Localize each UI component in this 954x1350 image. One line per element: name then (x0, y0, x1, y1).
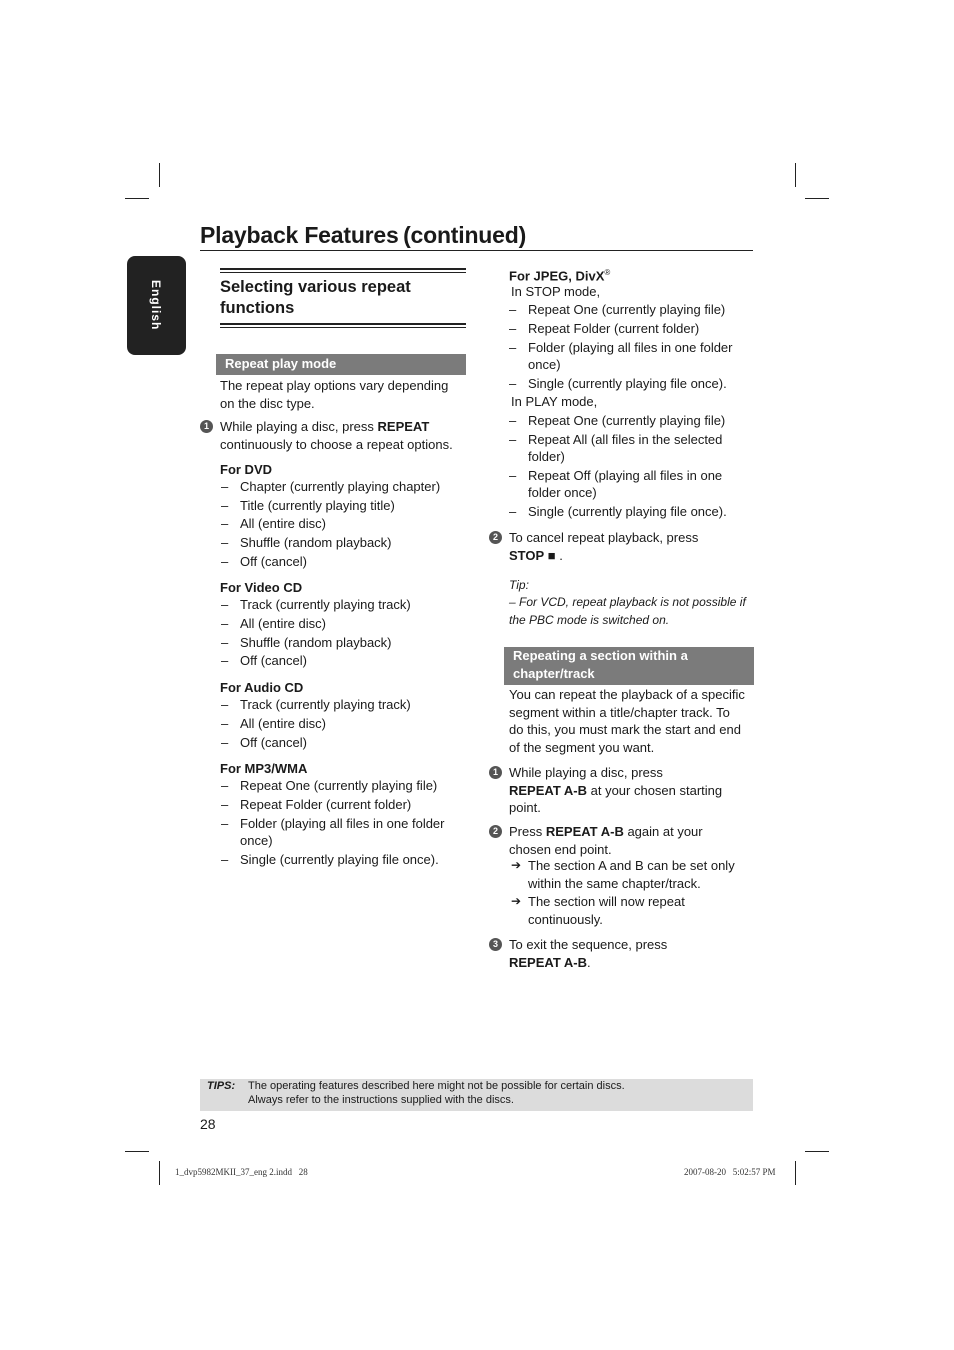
footer-file: 1_dvp5982MKII_37_eng 2.indd 28 (175, 1167, 308, 1177)
list-item: – All (entire disc) (221, 516, 326, 531)
list-item: – Off (cancel) (221, 735, 307, 750)
group-heading-dvd: For DVD (220, 462, 272, 477)
list-item: – Title (currently playing title) (221, 498, 395, 513)
footer-date: 2007-08-20 5:02:57 PM (684, 1167, 776, 1177)
ab-intro: You can repeat the playback of a specific segment within a title/chapter track. To do this, you must mark the start and end of the segment you want. (509, 687, 745, 755)
list-item: once) (528, 357, 561, 372)
crop-mark (795, 163, 796, 187)
continued-label: (continued) (403, 222, 527, 248)
tips-text: Always refer to the instructions supplied with the discs. (248, 1094, 514, 1106)
stop-icon: ■ (547, 547, 556, 563)
crop-mark (125, 198, 149, 199)
divider (220, 327, 466, 328)
crop-mark (805, 198, 829, 199)
step-text: While playing a disc, press REPEAT A-B at your chosen starting point. (509, 765, 723, 815)
section-title: Selecting various repeat functions (220, 278, 411, 317)
list-item: – Off (cancel) (221, 653, 307, 668)
page-number: 28 (200, 1116, 216, 1132)
list-item: – Repeat One (currently playing file) (509, 413, 726, 428)
intro-text: The repeat play options vary depending on the disc type. (220, 378, 449, 411)
arrow-icon: ➔ (511, 894, 522, 908)
crop-mark (159, 1161, 160, 1185)
group-heading-audio-cd: For Audio CD (220, 680, 304, 695)
list-item: – Repeat One (currently playing file) (509, 302, 726, 317)
list-item: – Repeat All (all files in the selected (509, 432, 723, 447)
result-text: The section will now repeat continuously. (528, 894, 685, 927)
list-item: – Shuffle (random playback) (221, 535, 392, 550)
list-item: – Single (currently playing file once). (221, 852, 439, 867)
list-item: – Folder (playing all files in one folder (509, 340, 733, 355)
page-header (200, 222, 753, 251)
list-item: – Track (currently playing track) (221, 697, 411, 712)
divider (220, 272, 466, 273)
list-item: – Single (currently playing file once). (509, 376, 727, 391)
mode-label: In STOP mode, (511, 284, 601, 299)
list-item: folder) (528, 449, 565, 464)
tip-label: Tip: (509, 578, 529, 592)
step-text: To exit the sequence, press REPEAT A-B. (509, 937, 668, 970)
divider (220, 323, 466, 325)
step-number: 2 (489, 531, 502, 544)
tips-label: TIPS: (207, 1080, 236, 1092)
list-item: – Repeat One (currently playing file) (221, 778, 438, 793)
group-heading-video-cd: For Video CD (220, 580, 303, 595)
tips-text: The operating features described here might not be possible for certain discs. (248, 1080, 625, 1092)
list-item: folder once) (528, 485, 597, 500)
step-number: 1 (489, 766, 502, 779)
list-item: – Shuffle (random playback) (221, 635, 392, 650)
list-item: – Folder (playing all files in one folder (221, 816, 445, 831)
section-heading-repeat-ab: Repeating a section within a chapter/track (504, 647, 754, 685)
crop-mark (125, 1151, 149, 1152)
step-number: 1 (200, 420, 213, 433)
divider (220, 268, 466, 270)
mode-label: In PLAY mode, (511, 394, 598, 409)
step-number: 3 (489, 938, 502, 951)
arrow-icon: ➔ (511, 858, 522, 872)
crop-mark (795, 1161, 796, 1185)
step-text: To cancel repeat playback, press STOP ■ . (509, 530, 699, 563)
list-item: – Repeat Folder (current folder) (509, 321, 700, 336)
page-title: Playback Features (200, 222, 399, 248)
group-heading-jpeg-divx: For JPEG, DivX® (509, 268, 611, 284)
tips-bar (200, 1079, 753, 1111)
list-item: – Off (cancel) (221, 554, 307, 569)
list-item: once) (240, 833, 273, 848)
crop-mark (805, 1151, 829, 1152)
tip-text: – For VCD, repeat playback is not possible if the PBC mode is switched on. (509, 595, 746, 627)
list-item: – Track (currently playing track) (221, 597, 411, 612)
step-text: While playing a disc, press REPEAT continuously to choose a repeat options. (220, 419, 453, 452)
list-item: – Repeat Off (playing all files in one (509, 468, 723, 483)
section-heading-repeat-play-mode: Repeat play mode (216, 354, 466, 375)
language-tab-label: English (149, 280, 163, 331)
list-item: – All (entire disc) (221, 716, 326, 731)
list-item: – Chapter (currently playing chapter) (221, 479, 441, 494)
language-tab (127, 256, 186, 355)
crop-mark (159, 163, 160, 187)
list-item: – All (entire disc) (221, 616, 326, 631)
step-text: Press REPEAT A-B again at your chosen end point. (509, 824, 703, 857)
list-item: – Single (currently playing file once). (509, 504, 727, 519)
step-number: 2 (489, 825, 502, 838)
list-item: – Repeat Folder (current folder) (221, 797, 412, 812)
group-heading-mp3-wma: For MP3/WMA (220, 761, 308, 776)
result-text: The section A and B can be set only within the same chapter/track. (528, 858, 735, 891)
